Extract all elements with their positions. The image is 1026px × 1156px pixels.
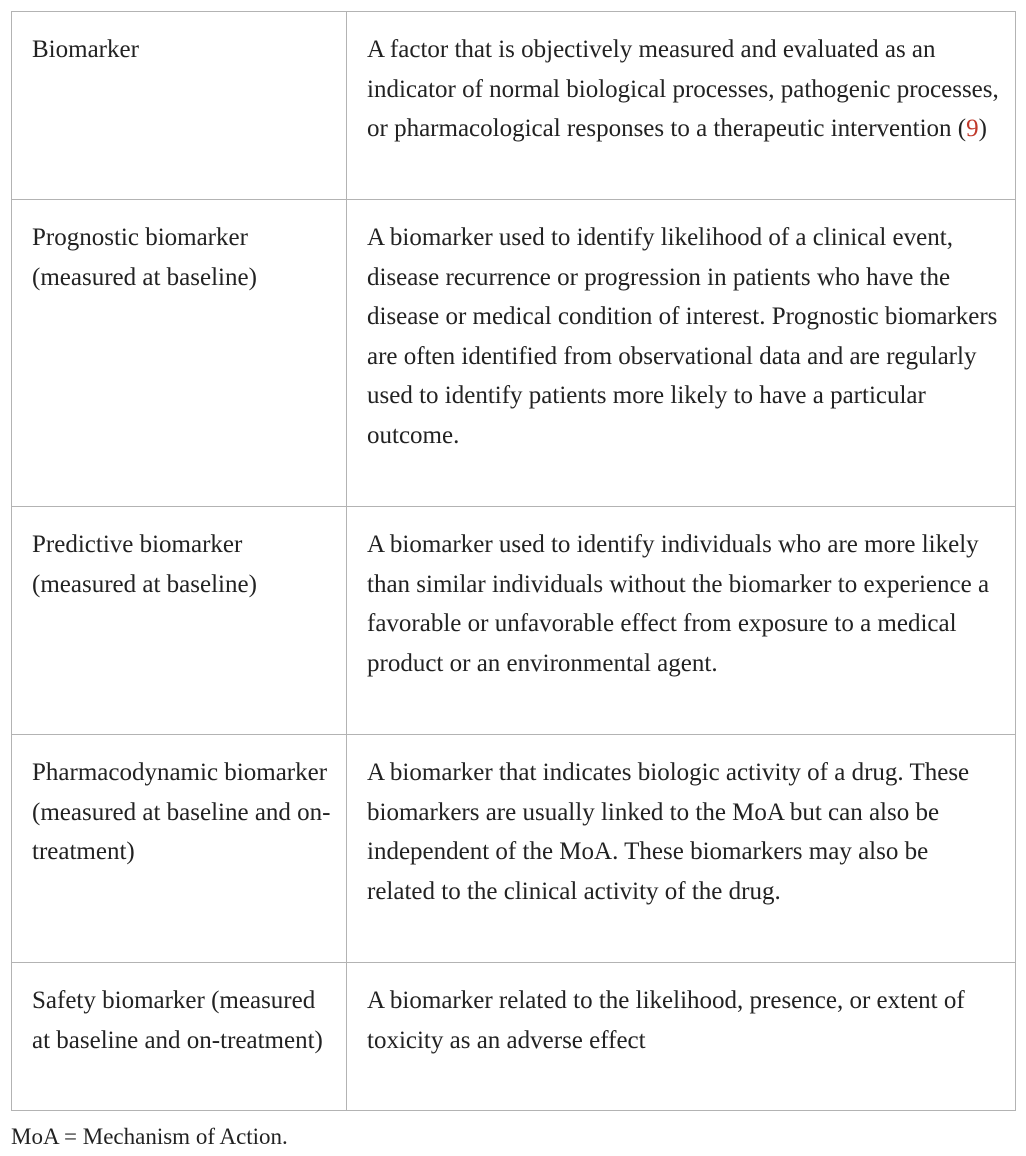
biomarker-definitions-table bbox=[11, 11, 1016, 1111]
table-footnote: MoA = Mechanism of Action. bbox=[11, 1124, 288, 1149]
citation-link[interactable]: 9 bbox=[966, 115, 979, 143]
table-row bbox=[12, 507, 1016, 735]
table-row bbox=[12, 963, 1016, 1111]
table-row bbox=[12, 200, 1016, 507]
term-cell: Biomarker bbox=[12, 12, 347, 200]
term-cell: Prognostic biomarker (measured at baseline) bbox=[12, 200, 347, 507]
definition-cell: A biomarker used to identify individuals who are more likely than similar individuals without the biomarker to experience a favorable or unfavorable effect from exposure to a medical product or an environmental agent. bbox=[347, 507, 1016, 735]
definition-cell: A biomarker related to the likelihood, presence, or extent of toxicity as an adverse effect bbox=[347, 963, 1016, 1111]
definition-text: A factor that is objectively measured and evaluated as an indicator of normal biological processes, pathogenic processes, or pharmacological responses to a therapeutic intervention ( bbox=[367, 36, 999, 143]
table-row bbox=[12, 735, 1016, 963]
term-cell: Safety biomarker (measured at baseline and on-treatment) bbox=[12, 963, 347, 1111]
term-cell: Pharmacodynamic biomarker (measured at baseline and on-treatment) bbox=[12, 735, 347, 963]
table-row bbox=[12, 12, 1016, 200]
definition-cell: A biomarker that indicates biologic activity of a drug. These biomarkers are usually linked to the MoA but can also be independent of the MoA. These biomarkers may also be related to the clinical activity of the drug. bbox=[347, 735, 1016, 963]
definition-text-end: ) bbox=[978, 115, 987, 143]
definition-cell bbox=[347, 12, 1016, 200]
term-cell: Predictive biomarker (measured at baseline) bbox=[12, 507, 347, 735]
definition-cell: A biomarker used to identify likelihood of a clinical event, disease recurrence or progression in patients who have the disease or medical condition of interest. Prognostic biomarkers are often identified from observational data and are regularly used to identify patients more likely to have a particular outcome. bbox=[347, 200, 1016, 507]
